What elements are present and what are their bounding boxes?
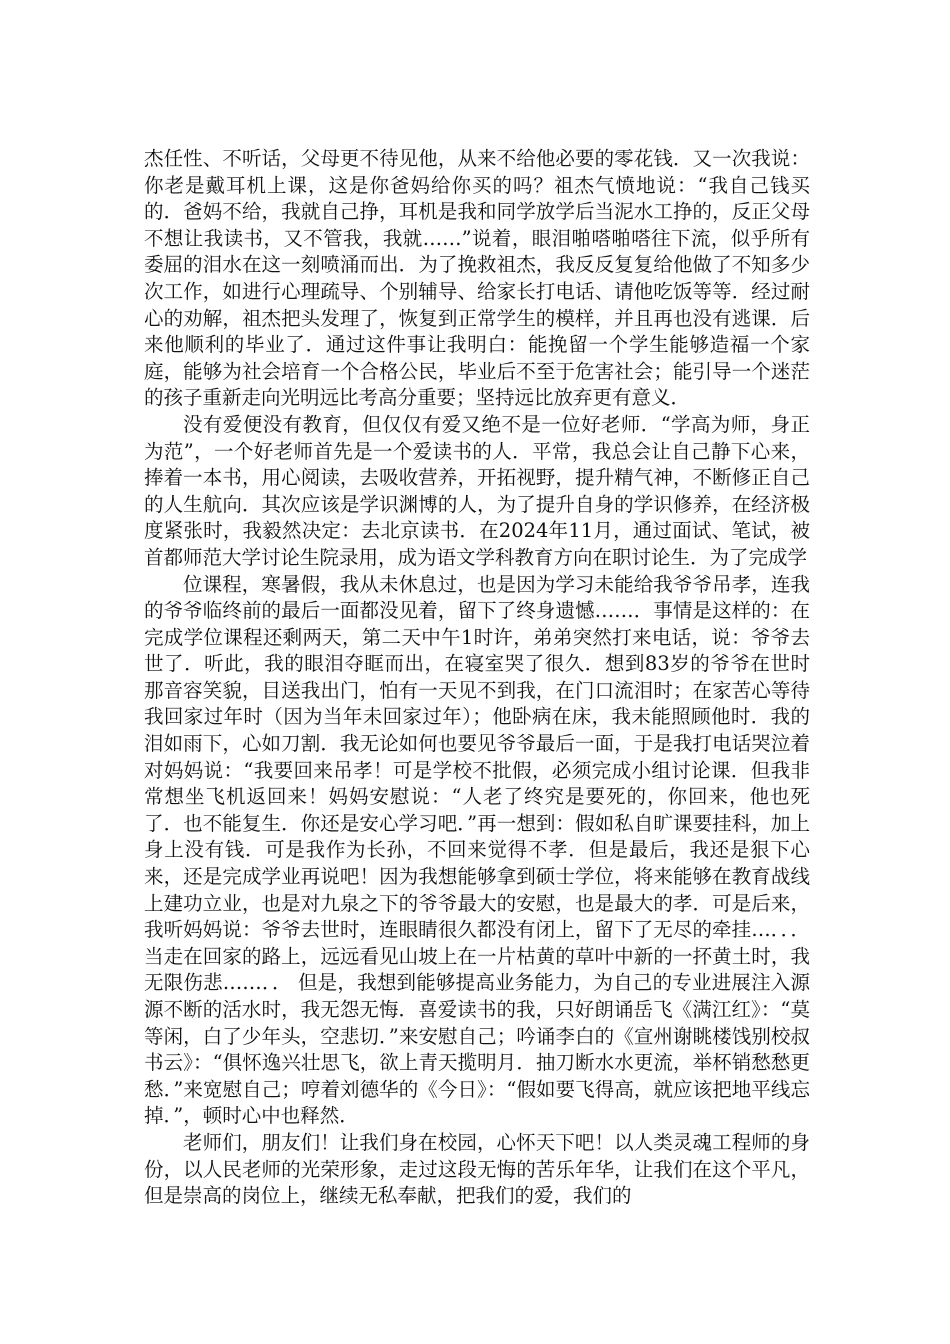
paragraph-1: 杰任性、不听话，父母更不待见他，从来不给他必要的零花钱．又一次我说：你老是戴耳机上课，这是你爸妈给你买的吗？祖杰气愤地说：“我自己钱买的．爸妈不给，我就自己挣，耳机是我和同学放学后当泥水工挣的，反正父母不想让我读书，又不管我，我就……”说着，眼泪啪嗒啪嗒往下流，似乎所有委屈的泪水在这一刻喷涌而出．为了挽救祖杰，我反反复复给他做了不知多少次工作，如进行心理疏导、个别辅导、给家长打电话、请他吃饭等等．经过耐心的劝解，祖杰把头发理了，恢复到正常学生的模样，并且再也没有逃课．后来他顺利的毕业了．通过这件事让我明白：能挽留一个学生能够造福一个家庭，能够为社会培育一个合格公民，毕业后不至于危害社会；能引导一个迷茫的孩子重新走向光明远比考高分重要；坚持远比放弃更有意义． — [144, 147, 810, 410]
paragraph-2: 没有爱便没有教育，但仅仅有爱又绝不是一位好老师．“学高为师，身正为范”，一个好老师首先是一个爱读书的人．平常，我总会让自己静下心来，捧着一本书，用心阅读，去吸收营养，开拓视野，提升精气神，不断修正自己的人生航向．其次应该是学识渊博的人，为了提升自身的学识修养，在经济极度紧张时，我毅然决定：去北京读书．在2024年11月，通过面试、笔试，被首都师范大学讨论生院录用，成为语文学科教育方向在职讨论生．为了完成学 — [144, 412, 810, 569]
document-body — [144, 146, 810, 1210]
paragraph-4: 老师们，朋友们！让我们身在校园，心怀天下吧！以人类灵魂工程师的身份，以人民老师的光荣形象，走过这段无悔的苦乐年华，让我们在这个平凡，但是崇高的岗位上，继续无私奉献，把我们的爱，我们的 — [144, 1130, 810, 1208]
paragraph-3: 位课程，寒暑假，我从未休息过，也是因为学习未能给我爷爷吊孝，连我的爷爷临终前的最后一面都没见着，留下了终身遗憾……．事情是这样的：在完成学位课程还剩两天，第二天中午1时许，弟弟突然打来电话，说：爷爷去世了．听此，我的眼泪夺眶而出，在寝室哭了很久．想到83岁的爷爷在世时那音容笑貌，目送我出门，怕有一天见不到我，在门口流泪时；在家苦心等待我回家过年时（因为当年未回家过年）；他卧病在床，我未能照顾他时．我的泪如雨下，心如刀割．我无论如何也要见爷爷最后一面，于是我打电话哭泣着对妈妈说：“我要回来吊孝！可是学校不批假，必须完成小组讨论课．但我非常想坐飞机返回来！妈妈安慰说：“人老了终究是要死的，你回来，他也死了．也不能复生．你还是安心学习吧．”再一想到：假如私自旷课要挂科，加上身上没有钱．可是我作为长孙，不回来觉得不孝．但是最后，我还是狠下心来，还是完成学业再说吧！因为我想能够拿到硕士学位，将来能够在教育战线上建功立业，也是对九泉之下的爷爷最大的安慰，也是最大的孝．可是后来，我听妈妈说：爷爷去世时，连眼睛很久都没有闭上，留下了无尽的牵挂…．．．当走在回家的路上，远远看见山坡上在一片枯黄的草叶中新的一抔黄土时，我无限伤悲……．． 但是，我想到能够提高业务能力，为自己的专业进展注入源源不断的活水时，我无怨无悔．喜爱读书的我，只好朗诵岳飞《满江红》：“莫等闲，白了少年头，空悲切．”来安慰自己；吟诵李白的《宣州谢眺楼饯别校叔书云》：“俱怀逸兴壮思飞，欲上青天揽明月．抽刀断水水更流，举杯销愁愁更愁．”来宽慰自己；哼着刘德华的《今日》：“假如要飞得高，就应该把地平线忘掉．”，顿时心中也释然． — [144, 572, 810, 1128]
